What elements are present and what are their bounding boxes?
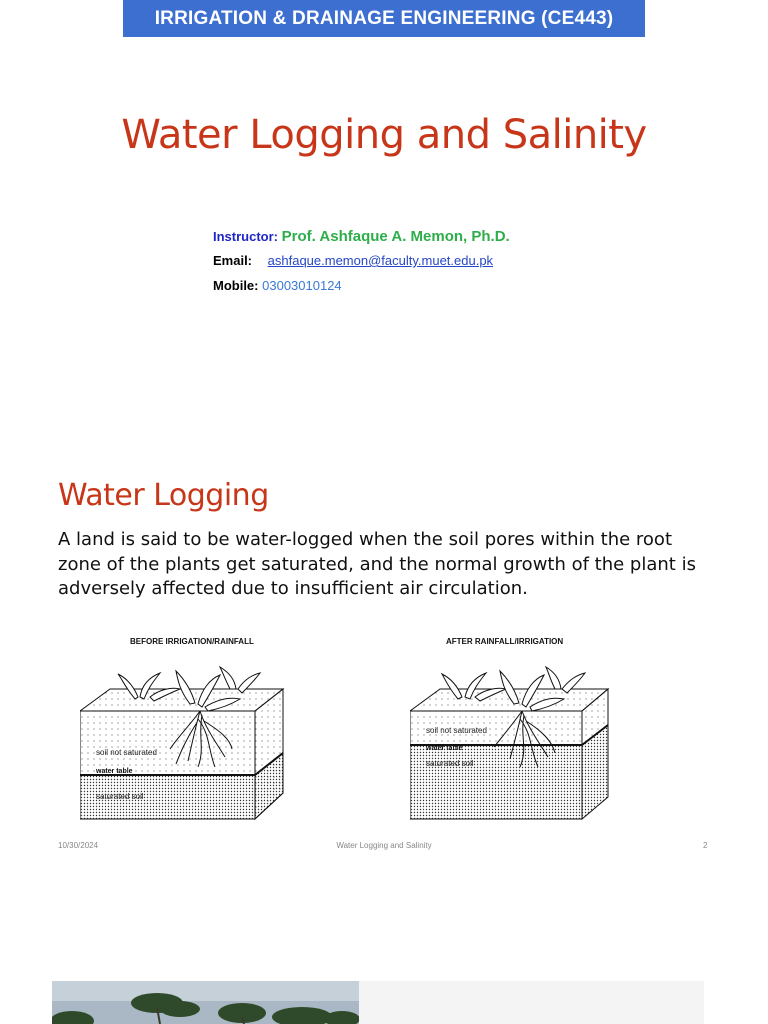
footer-title: Water Logging and Salinity	[336, 841, 432, 850]
section-heading: Water Logging	[58, 478, 269, 513]
page-number: 2	[703, 841, 708, 850]
unsaturated-soil-label: soil not saturated	[426, 726, 487, 735]
instructor-label: Instructor:	[213, 229, 278, 244]
soil-block-illustration	[80, 649, 290, 824]
unsaturated-soil-label: soil not saturated	[96, 748, 157, 757]
mobile-number: 03003010124	[262, 278, 342, 293]
instructor-row	[213, 228, 510, 245]
definition-text: A land is said to be water-logged when the soil pores within the root zone of the plants get saturated, and the normal growth of the plant is adversely affected due to insufficient air circulation.	[58, 529, 696, 599]
email-row	[213, 253, 493, 268]
diagram-title: AFTER RAINFALL/IRRIGATION	[446, 637, 564, 646]
footer-date: 10/30/2024	[58, 841, 99, 850]
saturated-soil-label: saturated soil	[426, 759, 474, 768]
soil-block-illustration	[410, 649, 620, 824]
palm-trees-image	[52, 981, 359, 1024]
water-table-label: water table	[426, 745, 463, 752]
page-title: Water Logging and Salinity	[121, 112, 647, 158]
blank-image-area	[359, 981, 704, 1024]
title-slide	[0, 0, 768, 432]
water-logging-slide	[0, 432, 768, 864]
palm-trees-photo	[52, 981, 359, 1024]
next-slide-partial	[0, 864, 768, 1024]
email-link[interactable]: ashfaque.memon@faculty.muet.edu.pk	[267, 253, 494, 268]
diagram-title: BEFORE IRRIGATION/RAINFALL	[130, 637, 254, 646]
mobile-row	[213, 278, 342, 293]
mobile-label: Mobile:	[213, 278, 259, 293]
course-banner: IRRIGATION & DRAINAGE ENGINEERING (CE443)	[123, 0, 645, 37]
saturated-soil-label: saturated soil	[96, 792, 144, 801]
water-table-label: water table	[96, 768, 133, 775]
instructor-name: Prof. Ashfaque A. Memon, Ph.D.	[281, 228, 510, 245]
email-label: Email:	[213, 253, 253, 268]
